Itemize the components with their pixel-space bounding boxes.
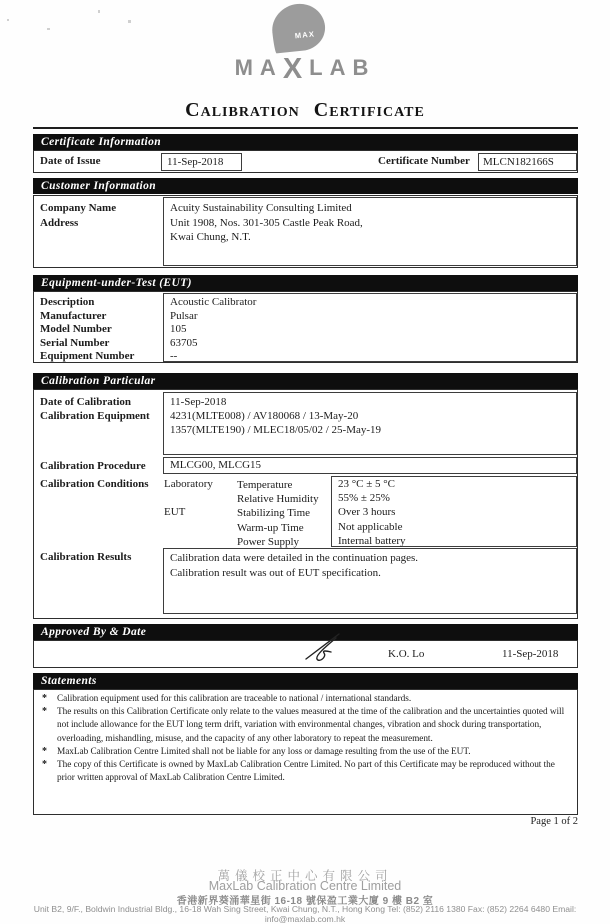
scan-speck (7, 19, 9, 21)
statement-bullet: * (42, 745, 47, 757)
conditions-group-eut: EUT (164, 506, 186, 518)
condition-property: Power Supply (237, 535, 300, 548)
eut-row-label: Description (40, 296, 95, 308)
calibration-procedure-label: Calibration Procedure (40, 460, 146, 472)
wordmark-ma: MA (234, 55, 283, 80)
customer-line: Unit 1908, Nos. 301-305 Castle Peak Road, (170, 216, 363, 229)
eut-row-label: Serial Number (40, 336, 110, 349)
footer-company-name-chinese: 萬儀校正中心有限公司 (217, 869, 393, 883)
calibration-equipment-line: 1357(MLTE190) / MLEC18/05/02 / 25-May-19 (170, 424, 382, 436)
statement-text: The results on this Calibration Certificate only relate to the values measured at the time of the calibration and the uncertainties quoted will not include allowance for the EUT long term drift, variation with environmental changes, vibration and shock during transportation, overloading, mishandling, misuse, and the capacity of any other laboratory to repeat the measurement. (57, 707, 565, 744)
eut-row-value: Pulsar (170, 309, 198, 322)
section-header-certificate-information: Certificate Information (33, 134, 578, 150)
signature-mark (303, 629, 347, 667)
date-of-issue-value: 11-Sep-2018 (161, 153, 242, 171)
footer-address-chinese: 香港新界葵涌華星街 16-18 號保盈工業大廈 9 樓 B2 室 (176, 896, 434, 907)
calibration-conditions-label: Calibration Conditions (40, 478, 149, 490)
calibration-procedure-value: MLCG00, MLCG15 (163, 457, 577, 474)
condition-value: 55% ± 25% (338, 492, 390, 505)
date-of-calibration-label: Date of Calibration (40, 396, 132, 408)
calibration-equipment-label: Calibration Equipment (40, 410, 150, 422)
date-of-issue-label: Date of Issue (40, 155, 101, 167)
customer-line: Acuity Sustainability Consulting Limited (170, 202, 352, 214)
customer-info-box (33, 195, 578, 268)
title-rule (33, 127, 578, 129)
conditions-group-laboratory: Laboratory (164, 478, 213, 490)
calibration-results-box (163, 548, 577, 614)
eut-row-label: Model Number (40, 323, 112, 335)
document-title: Calibration Certificate (185, 99, 425, 121)
certificate-info-box (33, 150, 578, 173)
eut-row-label: Equipment Number (40, 350, 135, 362)
calibration-equipment-line: 4231(MLTE008) / AV180068 / 13-May-20 (170, 410, 359, 422)
section-header-eut: Equipment-under-Test (EUT) (33, 275, 578, 291)
condition-property: Stabilizing Time (237, 507, 311, 520)
condition-property: Relative Humidity (237, 493, 319, 506)
condition-property: Temperature (237, 479, 293, 491)
eut-row-label: Manufacturer (40, 309, 107, 322)
eut-value-box (163, 293, 577, 362)
maxlab-logo-mark (270, 1, 328, 53)
section-header-approved-by: Approved By & Date (33, 624, 578, 640)
calibration-date-line: 11-Sep-2018 (170, 396, 227, 408)
footer-company-name-english: MaxLab Calibration Centre Limited (208, 879, 402, 893)
conditions-value-box (331, 476, 577, 547)
logo-max-text: MAX (294, 29, 316, 41)
statement-text: The copy of this Certificate is owned by MaxLab Calibration Centre Limited. No part of this Certificate may be reproduced without the prior written approval of MaxLab Calibration Centre Limited. (57, 760, 555, 784)
customer-info-value-box (163, 197, 577, 266)
eut-row-value: 63705 (170, 336, 198, 349)
statement-text: Calibration equipment used for this calibration are traceable to national / international standards. (57, 694, 412, 704)
calibration-particular-box (33, 389, 578, 619)
statement-item (40, 706, 569, 746)
condition-value: 23 °C ± 5 °C (338, 478, 396, 490)
statement-bullet: * (42, 706, 47, 718)
scan-speck (128, 20, 131, 23)
calibration-result-line: Calibration data were detailed in the continuation pages. (170, 552, 419, 564)
statement-text: MaxLab Calibration Centre Limited shall not be liable for any loss or damage resulting from the use of the EUT. (57, 746, 471, 757)
approver-name: K.O. Lo (388, 648, 425, 660)
page-number: Page 1 of 2 (530, 816, 578, 827)
company-name-label: Company Name (40, 202, 117, 214)
condition-value: Over 3 hours (338, 506, 396, 519)
statement-bullet: * (42, 759, 47, 771)
eut-row-value: -- (170, 350, 178, 362)
statements-box (33, 689, 578, 815)
condition-value: Internal battery (338, 534, 406, 547)
statement-bullet: * (42, 693, 47, 704)
footer-address-english: Unit B2, 9/F., Boldwin Industrial Bldg., 16-18 Wah Sing Street, Kwai Chung, N.T., Hong Kong Tel: (852) 2116 1380 Fax: (852) 2264 6480 Email: info@maxlab.com.hk (33, 904, 577, 924)
wordmark-x: X (282, 53, 310, 85)
scan-speck (47, 28, 50, 30)
calibration-results-label: Calibration Results (40, 551, 132, 563)
statement-item (40, 746, 569, 759)
approval-date: 11-Sep-2018 (502, 648, 559, 660)
eut-box (33, 291, 578, 363)
scan-speck (98, 10, 100, 13)
section-header-statements: Statements (33, 673, 578, 689)
eut-row-value: 105 (170, 323, 187, 335)
section-header-customer-information: Customer Information (33, 178, 578, 194)
condition-value: Not applicable (338, 520, 403, 533)
statement-item (40, 759, 569, 785)
calibration-date-equipment-box (163, 392, 577, 455)
certificate-number-label: Certificate Number (378, 155, 470, 167)
customer-line: Kwai Chung, N.T. (170, 231, 251, 243)
calibration-result-line: Calibration result was out of EUT specification. (170, 566, 381, 579)
certificate-number-value: MLCN182166S (478, 153, 577, 171)
maxlab-wordmark (0, 53, 610, 86)
condition-property: Warm-up Time (237, 521, 304, 534)
section-header-calibration-particular: Calibration Particular (33, 373, 578, 389)
address-label: Address (40, 216, 79, 229)
wordmark-lab: LAB (309, 55, 376, 80)
eut-row-value: Acoustic Calibrator (170, 296, 257, 308)
statement-item (40, 693, 569, 706)
